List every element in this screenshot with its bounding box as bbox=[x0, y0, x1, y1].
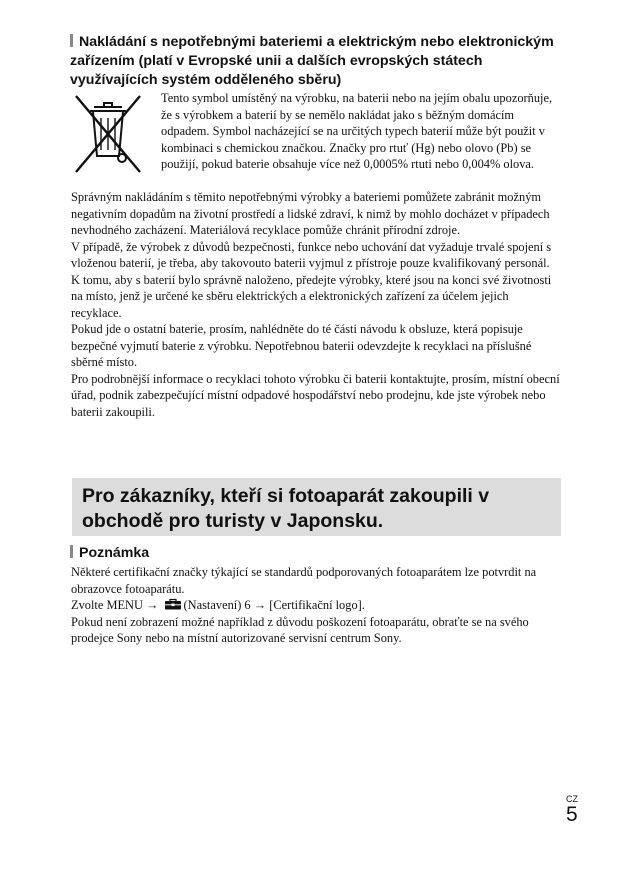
menu-path-end: (Nastavení) 6 → [Certifikační logo]. bbox=[183, 598, 365, 612]
note-bar bbox=[70, 545, 73, 558]
toolbox-icon bbox=[164, 598, 182, 610]
note-heading-text: Poznámka bbox=[79, 545, 150, 561]
page-number: 5 bbox=[566, 803, 578, 826]
tourist-shop-banner bbox=[72, 478, 561, 536]
note-text bbox=[71, 564, 566, 647]
section-bar bbox=[70, 34, 73, 47]
body-text bbox=[71, 189, 561, 420]
paragraph: V případě, že výrobek z důvodů bezpečnosti, funkce nebo uchování dat vyžaduje trvalé spojení s vloženou baterií, je třeba, aby takovouto baterii vyjmul z přístroje pouze kvalifikovaný personál. bbox=[71, 239, 552, 270]
paragraph: K tomu, aby s baterií bylo správně naloženo, předejte výrobky, které jsou na konci své životnosti na místo, jenž je určené ke sběru elektrických a elektronických zařízení za účelem jejich recyklace. bbox=[71, 272, 552, 320]
banner-title: Pro zákazníky, kteří si fotoaparát zakoupili v obchodě pro turisty v Japonsku. bbox=[82, 485, 490, 532]
paragraph: Správným nakládáním s těmito nepotřebnými výrobky a bateriemi pomůžete zabránit možným negativním dopadům na životní prostředí a lidské zdraví, k nimž by mohlo docházet v případech nevhodného zacházení. Materiálová recyklace pomůže chránit přírodní zdroje. bbox=[71, 190, 550, 237]
symbol-description-text: Tento symbol umístěný na výrobku, na baterii nebo na jejím obalu upozorňuje, že s výrobkem a baterií by se nemělo nakládat jako s běžným domácím odpadem. Symbol nacházející se na určitých typech baterií může být použit v kombinaci s chemickou značkou. Značky pro rtuť (Hg) nebo olovo (Pb) se použijí, pokud baterie obsahuje více než 0,0005% rtuti nebo 0,004% olova. bbox=[161, 91, 553, 171]
page-language: CZ bbox=[566, 794, 578, 804]
note-heading bbox=[70, 544, 149, 562]
crossed-out-wheeled-bin-icon bbox=[72, 92, 144, 176]
paragraph: Pro podrobnější informace o recyklaci tohoto výrobku či baterii kontaktujte, prosím, místní obecní úřad, podnik zabezpečující místní odpadové hospodářství nebo prodejnu, kde jste výrobek nebo baterii zakoupili. bbox=[71, 371, 560, 419]
note-line-menu bbox=[71, 597, 566, 614]
paragraph: Pokud jde o ostatní baterie, prosím, nahlédněte do té části návodu k obsluze, která popisuje bezpečné vyjmutí baterie z výrobku. Nepotřebnou baterii odevzdejte k recyklaci na příslušné sběrné místo. bbox=[71, 322, 532, 369]
note-line: Některé certifikační značky týkající se standardů podporovaných fotoaparátem lze potvrdit na obrazovce fotoaparátu. bbox=[71, 565, 537, 596]
symbol-description bbox=[161, 90, 561, 173]
section-title bbox=[70, 33, 570, 90]
section-title-text: Nakládání s nepotřebnými bateriemi a elektrickým nebo elektronickým zařízením (platí v Evropské unii a dalších evropských státech využívajících systém odděleného sběru) bbox=[70, 34, 554, 88]
menu-path-start: Zvolte MENU → bbox=[71, 598, 159, 612]
note-line: Pokud není zobrazení možné například z důvodu poškození fotoaparátu, obraťte se na svého prodejce Sony nebo na místní autorizované servisní centrum Sony. bbox=[71, 614, 529, 645]
